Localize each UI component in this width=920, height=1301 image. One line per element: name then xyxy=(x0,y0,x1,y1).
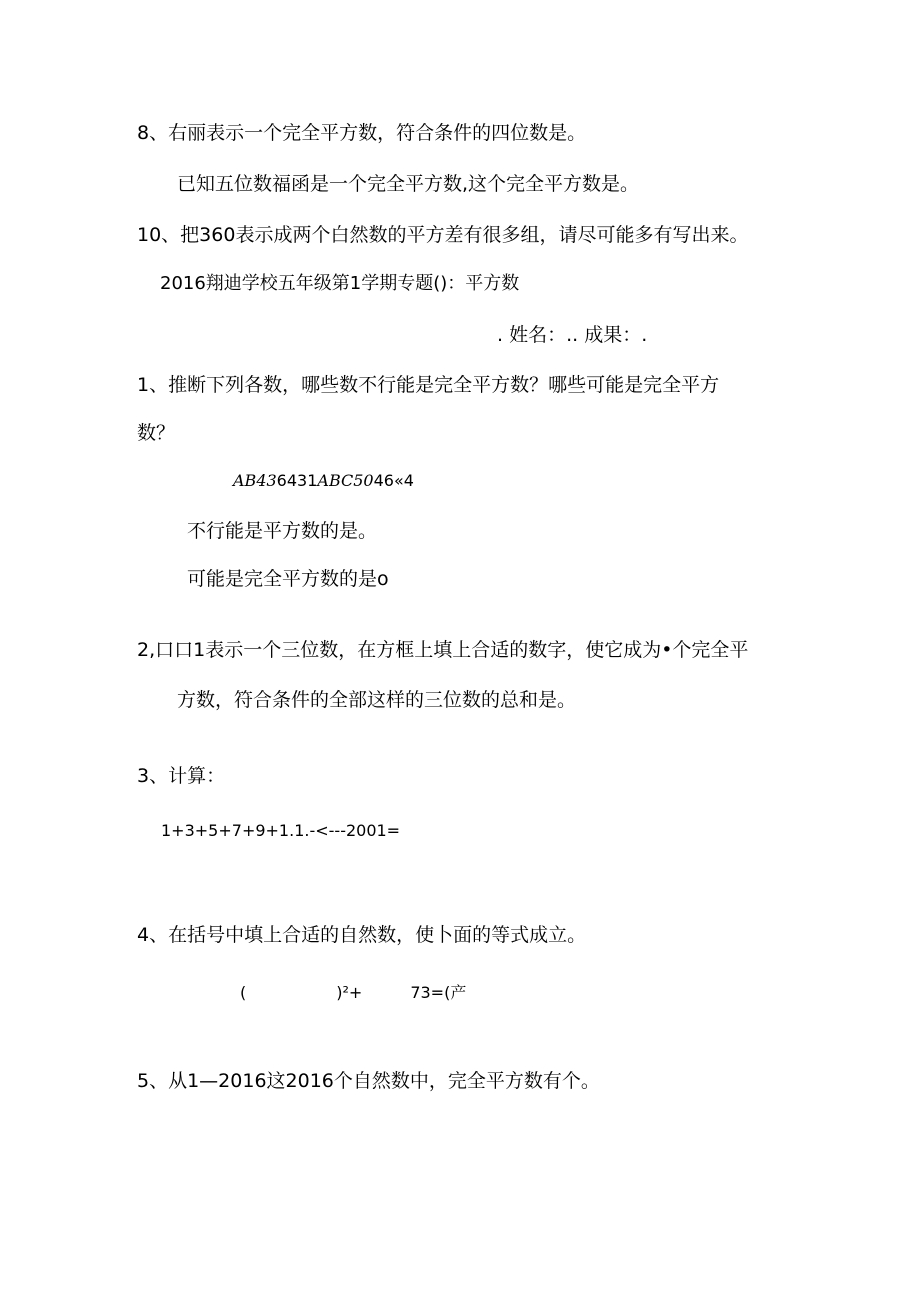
question-5: 5、从1—2016这2016个自然数中，完全平方数有个。 xyxy=(137,1070,600,1092)
question-1-line-2: 数？ xyxy=(137,422,176,444)
question-3-expression: 1+3+5+7+9+1.1.-<---2001= xyxy=(161,821,401,840)
number-6431: 6431 xyxy=(276,471,318,490)
question-8: 8、右丽表示一个完全平方数，符合条件的四位数是。 xyxy=(137,122,587,144)
question-2-line-1: 2,口口1表示一个三位数，在方框上填上合适的数字，使它成为•个完全平 xyxy=(137,639,749,661)
equation-open-paren: ( xyxy=(240,983,247,1002)
question-1-line-1: 1、推断下列各数，哪些数不行能是完全平方数？哪些可能是完全平方 xyxy=(137,374,720,396)
number-4644: 46«4 xyxy=(373,471,414,490)
question-2-line-2: 方数，符合条件的全部这样的三位数的总和是。 xyxy=(177,689,577,711)
question-1-maybe-square: 可能是完全平方数的是o xyxy=(187,568,389,590)
question-9: 已知五位数福函是一个完全平方数,这个完全平方数是。 xyxy=(177,173,640,195)
name-score-line: . 姓名：.. 成果：. xyxy=(497,324,648,346)
worksheet-title: 2016翔迪学校五年级第1学期专题()：平方数 xyxy=(160,273,520,294)
number-abc50: ABC50 xyxy=(317,471,374,490)
question-4-equation xyxy=(240,980,466,1006)
equation-close-square: )²+ xyxy=(336,983,363,1002)
number-ab43: AB43 xyxy=(233,471,277,490)
question-1-numbers xyxy=(233,468,414,494)
equation-rest: 73=(产 xyxy=(410,983,467,1002)
question-1-not-square: 不行能是平方数的是。 xyxy=(187,520,378,542)
question-4-label: 4、在括号中填上合适的自然数，使卜面的等式成立。 xyxy=(137,924,587,946)
question-10: 10、把360表示成两个白然数的平方差有很多组，请尽可能多有写出来。 xyxy=(137,224,749,246)
question-3-label: 3、计算： xyxy=(137,765,226,787)
